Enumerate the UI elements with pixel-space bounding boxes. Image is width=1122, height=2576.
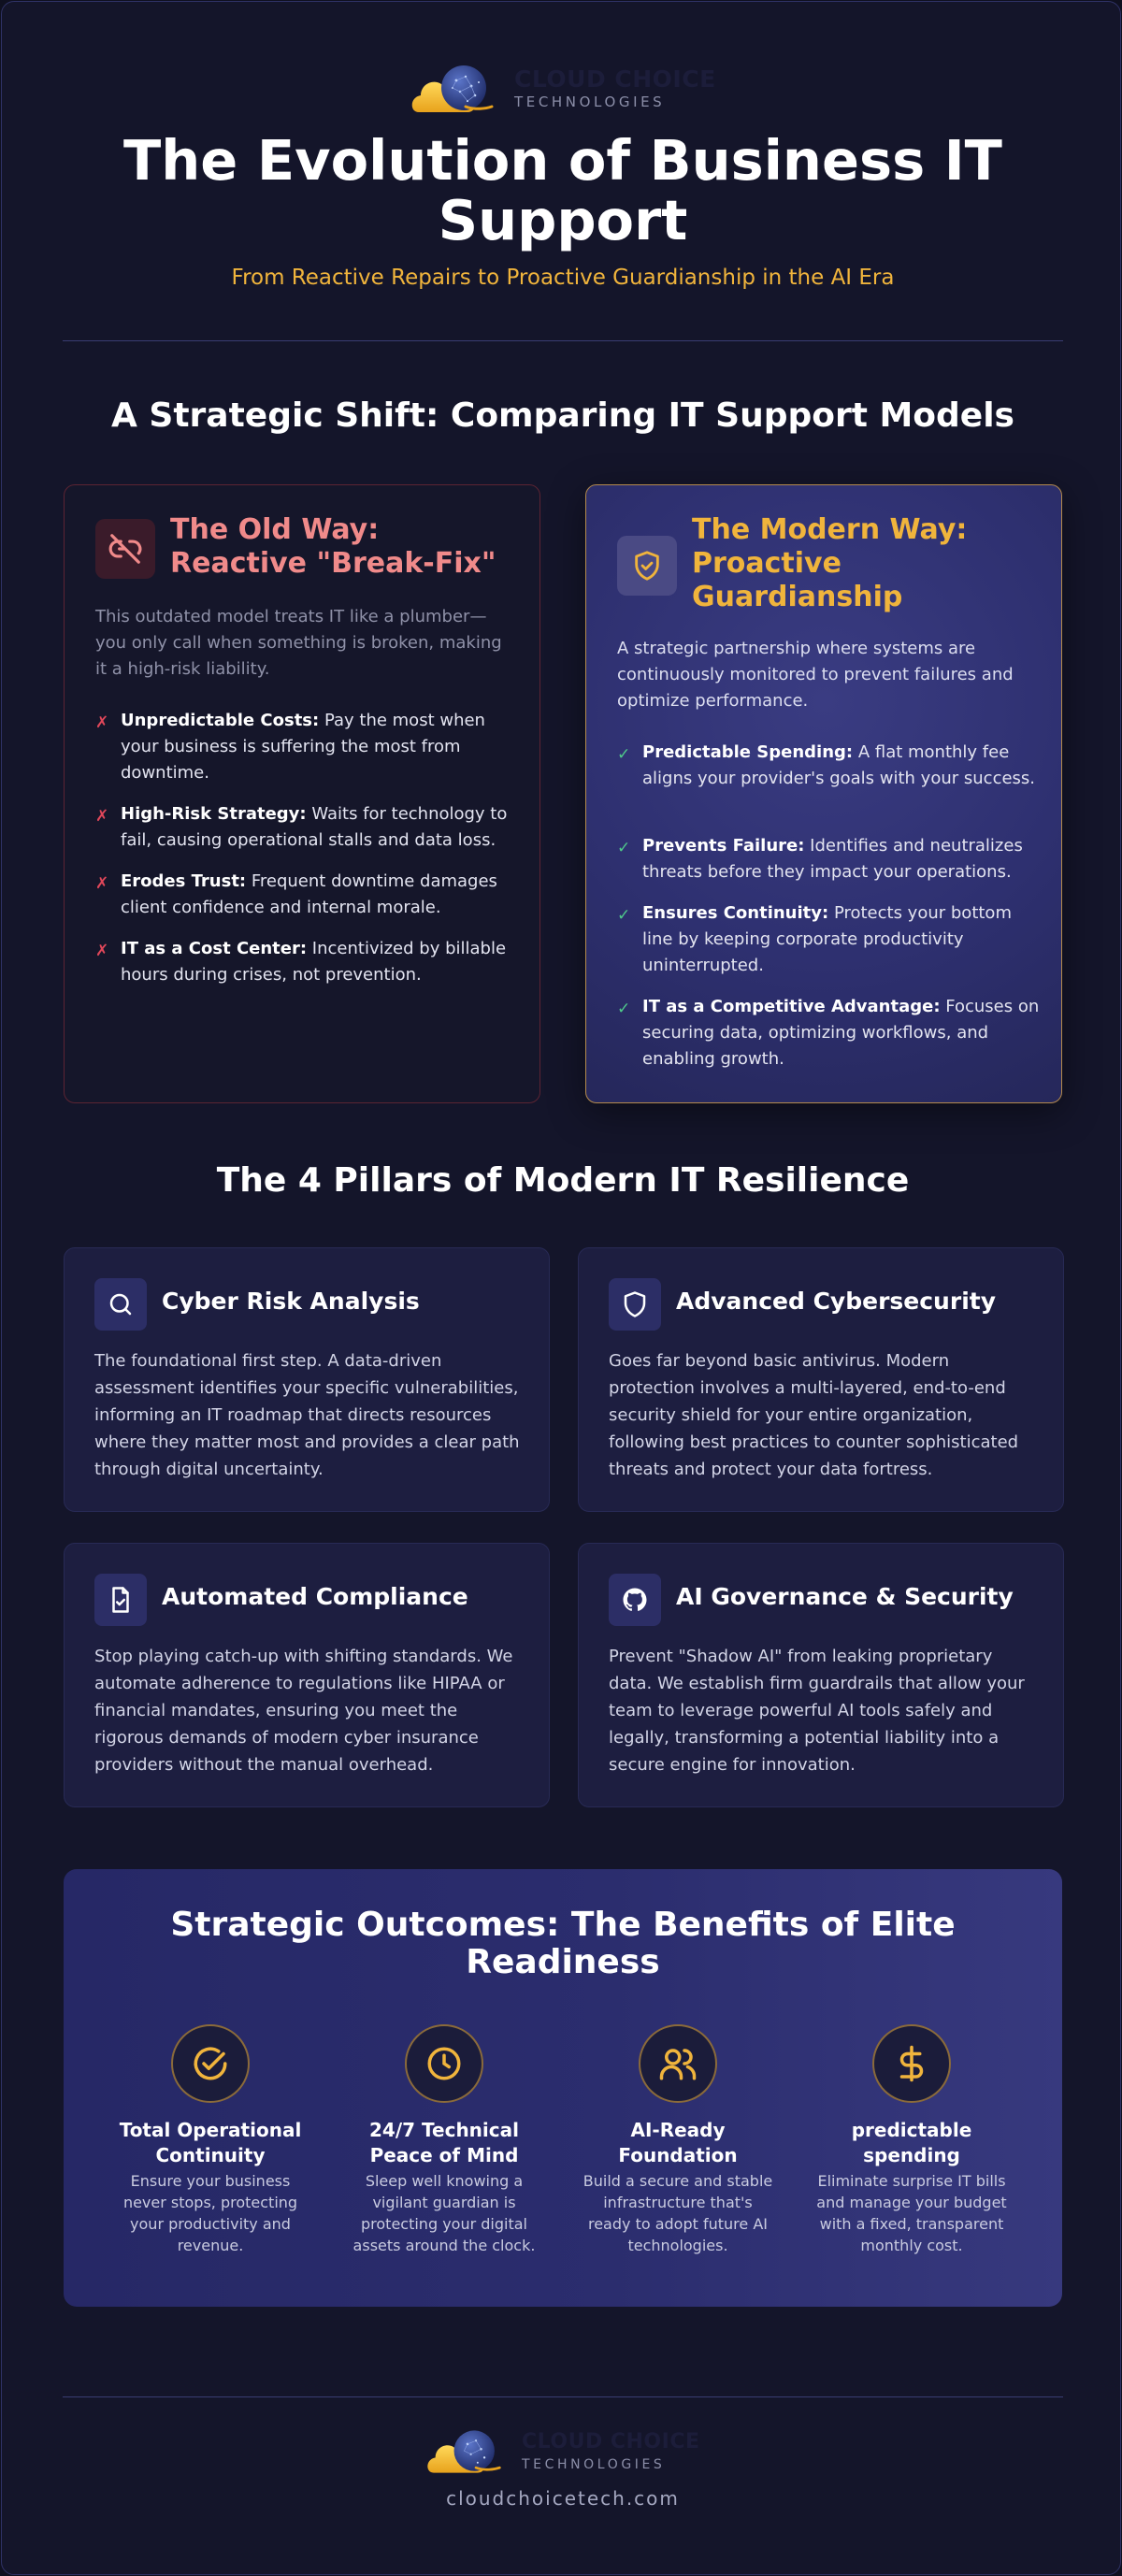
modern-way-heading: The Modern Way: Proactive Guardianship [692, 513, 968, 613]
brand-name: CLOUD CHOICE [514, 65, 716, 93]
top-logo [410, 60, 716, 118]
pillar-title: AI Governance & Security [676, 1583, 1014, 1610]
header-divider [63, 340, 1063, 341]
outcome-desc: Ensure your business never stops, protecting your productivity and revenue. [122, 2172, 298, 2254]
modern-point-label: IT as a Competitive Advantage: [642, 997, 941, 1016]
old-way-intro: This outdated model treats IT like a plumber—you only call when something is broken, making it a high-risk liability. [95, 607, 502, 679]
pillar-card [578, 1247, 1064, 1512]
modern-point-label: Predictable Spending: [642, 742, 854, 762]
cloud-choice-logo-icon [410, 60, 503, 118]
modern-point-text: Focuses on securing data, optimizing workflows, and enabling growth. [642, 997, 1040, 1069]
pillar-title: Advanced Cybersecurity [676, 1288, 997, 1315]
old-point-label: Unpredictable Costs: [121, 711, 320, 730]
modern-point [642, 994, 1040, 1072]
pillar-title: Cyber Risk Analysis [162, 1288, 420, 1315]
modern-point-label: Ensures Continuity: [642, 903, 829, 923]
outcome-desc: Eliminate surprise IT bills and manage your budget with a fixed, transparent monthly cost. [816, 2172, 1007, 2254]
search-icon [94, 1278, 147, 1331]
pillar-body: The foundational first step. A data-driven assessment identifies your specific vulnerabilities, informing an IT roadmap that directs resources where they matter most and provides a clear path through digital uncertainty. [94, 1351, 520, 1479]
pillar-body: Stop playing catch-up with shifting standards. We automate adherence to regulations like HIPAA or financial mandates, ensuring you meet the rigorous demands of modern cyber insurance providers without the manual overhead. [94, 1647, 513, 1775]
outcome-title: Total Operational Continuity [119, 2119, 302, 2166]
modern-point-text: Protects your bottom line by keeping corporate productivity uninterrupted. [642, 903, 1012, 975]
file-check-icon [94, 1574, 147, 1626]
old-point-label: High-Risk Strategy: [121, 804, 307, 824]
check-icon: ✓ [617, 1000, 631, 1018]
users-icon [639, 2024, 717, 2103]
brain-icon [609, 1574, 661, 1626]
pillar-body: Prevent "Shadow AI" from leaking proprietary data. We establish firm guardrails that allow your team to leverage powerful AI tools safely and legally, transforming a potential liability into a secure engine for innovation. [609, 1647, 1025, 1775]
modern-point [642, 833, 1040, 885]
old-point-text: Waits for technology to fail, causing operational stalls and data loss. [121, 804, 508, 850]
old-point-text: Pay the most when your business is suffering the most from downtime. [121, 711, 485, 783]
outcome-title: predictable spending [851, 2119, 972, 2166]
pillars-heading: The 4 Pillars of Modern IT Resilience [216, 1161, 910, 1200]
modern-point-text: A flat monthly fee aligns your provider's goals with your success. [642, 742, 1036, 788]
old-point [121, 936, 518, 988]
outcome-title: AI-Ready Foundation [618, 2119, 738, 2166]
check-circle-icon [171, 2024, 250, 2103]
old-point-label: IT as a Cost Center: [121, 939, 308, 958]
modern-point-label: Prevents Failure: [642, 836, 805, 856]
footer-divider [63, 2396, 1063, 2397]
pillar-body: Goes far beyond basic antivirus. Modern protection involves a multi-layered, end-to-end security shield for your entire organization, following best practices to counter sophisticated threats and protect your data fortress. [609, 1351, 1019, 1479]
old-point-text: Incentivized by billable hours during crises, not prevention. [121, 939, 507, 985]
cross-icon: ✗ [95, 713, 109, 732]
cross-icon: ✗ [95, 942, 109, 960]
modern-point [642, 740, 1040, 792]
modern-way-intro: A strategic partnership where systems are continuously monitored to prevent failures and optimize performance. [617, 639, 1014, 711]
outcomes-heading: Strategic Outcomes: The Benefits of Elite Readiness [170, 1906, 956, 1981]
cloud-choice-logo-icon [424, 2425, 511, 2478]
old-point [121, 801, 518, 854]
pillar-title: Automated Compliance [162, 1583, 468, 1610]
cross-icon: ✗ [95, 874, 109, 893]
comparison-heading: A Strategic Shift: Comparing IT Support Models [111, 396, 1014, 435]
pillar-card [64, 1247, 550, 1512]
outcome-desc: Build a secure and stable infrastructure that's ready to adopt future AI technologies. [583, 2172, 773, 2254]
check-icon: ✓ [617, 839, 631, 857]
shield-icon [609, 1278, 661, 1331]
brand-name: CLOUD CHOICE [522, 2430, 700, 2454]
outcome-title: 24/7 Technical Peace of Mind [369, 2119, 519, 2166]
modern-way-card [585, 484, 1062, 1103]
brand-subtitle: TECHNOLOGIES [522, 2457, 666, 2472]
brand-subtitle: TECHNOLOGIES [514, 94, 666, 110]
old-way-heading: The Old Way: Reactive "Break-Fix" [170, 513, 496, 580]
check-icon: ✓ [617, 906, 631, 925]
modern-point-text: Identifies and neutralizes threats before they impact your operations. [642, 836, 1023, 882]
old-point-label: Erodes Trust: [121, 871, 247, 891]
cross-icon: ✗ [95, 807, 109, 826]
pillar-card [578, 1543, 1064, 1807]
broken-link-icon [95, 519, 155, 579]
old-way-card [64, 484, 540, 1103]
outcomes-panel [64, 1869, 1062, 2307]
footer-logo [424, 2425, 700, 2478]
old-point [121, 869, 518, 921]
shield-check-icon [617, 536, 677, 596]
page-frame [1, 1, 1121, 2575]
pillar-card [64, 1543, 550, 1807]
modern-point [642, 900, 1040, 979]
dollar-icon [872, 2024, 951, 2103]
page-subtitle: From Reactive Repairs to Proactive Guardianship in the AI Era [231, 266, 895, 290]
footer-url-link[interactable]: cloudchoicetech.com [446, 2487, 680, 2510]
old-point [121, 708, 518, 786]
old-point-text: Frequent downtime damages client confidence and internal morale. [121, 871, 497, 917]
clock-icon [405, 2024, 483, 2103]
outcome-desc: Sleep well knowing a vigilant guardian is protecting your digital assets around the clock. [352, 2172, 536, 2254]
check-icon: ✓ [617, 745, 631, 764]
page-title: The Evolution of Business IT Support [123, 128, 1002, 252]
